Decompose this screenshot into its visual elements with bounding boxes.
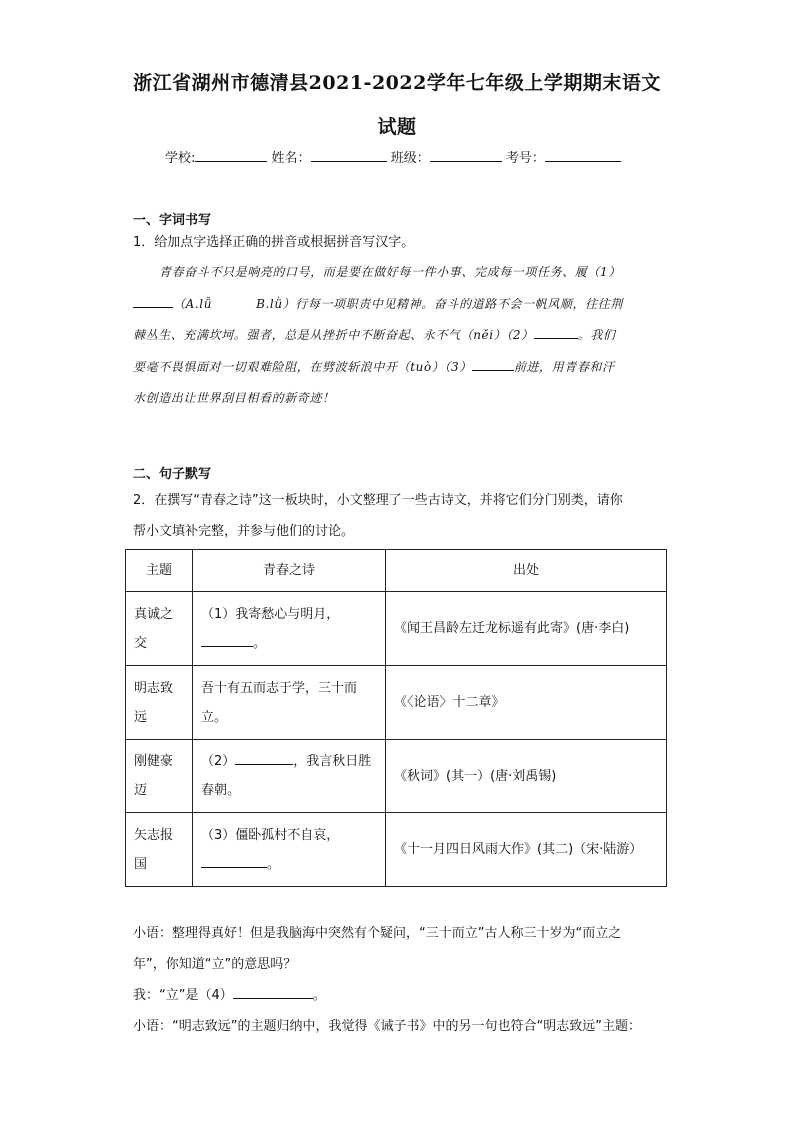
table-header-row (126, 550, 667, 592)
exam-number-label: 考号： (505, 151, 545, 166)
table-row (126, 666, 667, 740)
passage-line-2b: B.lǜ）行每一项职责中见精神。奋斗的道路不会一帆风顺，往往荆 (256, 296, 623, 311)
school-blank[interactable] (195, 149, 267, 162)
poem-cell: （3）僵卧孤村不自哀， 。 (193, 813, 386, 887)
header-theme: 主题 (126, 550, 193, 592)
dialogue-line-1: 小语：整理得真好！但是我脑海中突然有个疑问，“三十而立”古人称三十岁为“而立之 (133, 926, 622, 941)
answer-blank-4[interactable] (233, 986, 313, 999)
source-cell: 《闻王昌龄左迁龙标遥有此寄》(唐·李白) (386, 592, 667, 666)
theme-cell: 刚健豪 迈 (126, 740, 193, 813)
name-blank[interactable] (311, 149, 387, 162)
exam-number-blank[interactable] (545, 149, 621, 162)
poems-table (125, 549, 667, 887)
dialogue-line-2: 年”，你知道“立”的意思吗？ (133, 957, 297, 972)
section1-heading: 一、字词书写 (133, 213, 212, 228)
passage-line-5: 水创造出让世界刮目相看的新奇迹！ (133, 391, 335, 405)
passage-line-3: 棘丛生、充满坎坷。强者，总是从挫折中不断奋起、永不气（něi）（2） 。我们 (133, 328, 616, 342)
passage-line-1: 青春奋斗不只是响亮的口号，而是要在做好每一件小事、完成每一项任务、履（1） (159, 265, 621, 279)
dialogue-line-4: 小语：“明志致远”的主题归纳中，我觉得《诫子书》中的另一句也符合“明志致远”主题： (133, 1019, 641, 1034)
question1-text: 1．给加点字选择正确的拼音或根据拼音写汉字。 (133, 235, 415, 250)
theme-cell: 明志致 远 (126, 666, 193, 740)
answer-blank-1[interactable] (133, 295, 173, 308)
theme-cell: 真诚之 交 (126, 592, 193, 666)
header-poem: 青春之诗 (193, 550, 386, 592)
dialogue-line-3: 我：“立”是（4） 。 (133, 988, 326, 1003)
question1-passage (133, 257, 673, 415)
class-label: 班级： (390, 151, 430, 166)
answer-blank-poem-3[interactable] (201, 855, 267, 868)
student-info-line (165, 147, 621, 166)
answer-blank-poem-1[interactable] (201, 634, 253, 647)
school-label: 学校: (165, 151, 196, 166)
source-cell: 《秋词》(其一）(唐·刘禹锡) (386, 740, 667, 813)
poem-cell: 吾十有五而志于学，三十而立。 (193, 666, 386, 740)
document-title-line2: 试题 (377, 116, 417, 138)
theme-cell: 矢志报 国 (126, 813, 193, 887)
section2-heading: 二、句子默写 (133, 467, 212, 482)
header-source: 出处 (386, 550, 667, 592)
source-cell: 《〈论语〉十二章》 (386, 666, 667, 740)
table-row (126, 813, 667, 887)
table-row (126, 740, 667, 813)
question2-text: 2．在撰写“青春之诗”这一板块时，小文整理了一些古诗文，并将它们分门别类，请你 帮小文填补完整，并参与他们的讨论。 (133, 493, 623, 539)
source-cell: 《十一月四日风雨大作》(其二)（宋·陆游） (386, 813, 667, 887)
passage-line-2a: （A.lǚ (173, 296, 213, 311)
dialogue (133, 918, 641, 1042)
passage-line-2 (133, 289, 673, 321)
passage-line-4: 要毫不畏惧面对一切艰难险阻，在劈波斩浪中开（tuò）（3） 前进，用青春和汗 (133, 359, 615, 374)
answer-blank-3[interactable] (472, 358, 514, 371)
name-label: 姓名： (271, 151, 311, 166)
answer-blank-2[interactable] (534, 326, 578, 339)
class-blank[interactable] (430, 149, 502, 162)
document-title-line1: 浙江省湖州市德清县2021-2022学年七年级上学期期末语文 (133, 72, 661, 94)
poem-cell: （1）我寄愁心与明月， 。 (193, 592, 386, 666)
answer-blank-poem-2[interactable] (235, 752, 293, 765)
poem-cell: （2） ，我言秋日胜 春朝。 (193, 740, 386, 813)
table-row (126, 592, 667, 666)
